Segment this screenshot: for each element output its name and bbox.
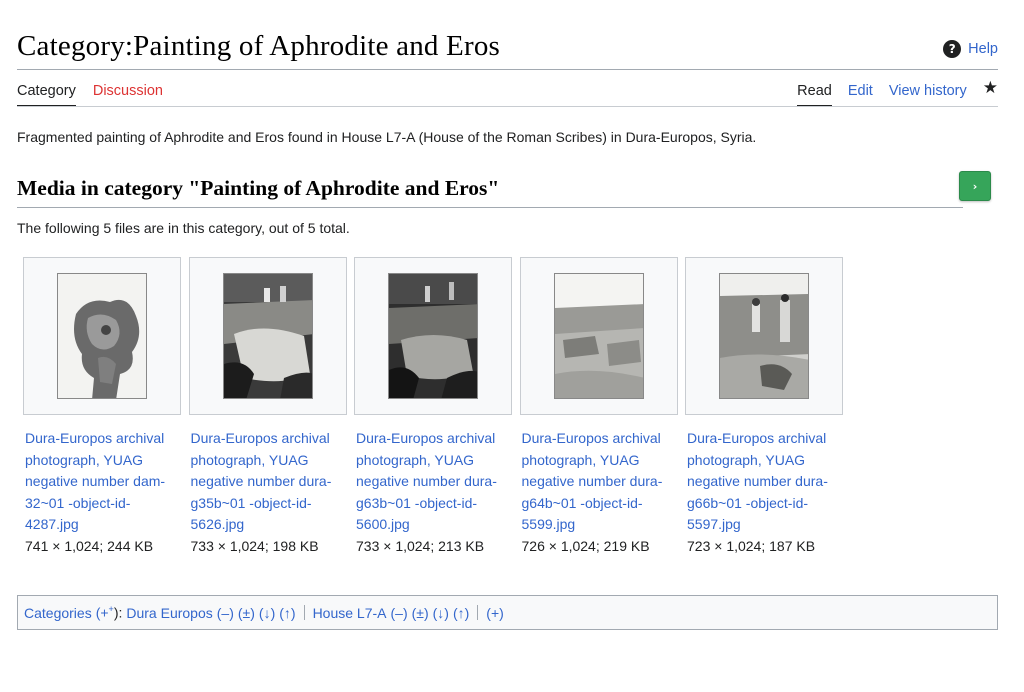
add-category-close: ):: [113, 604, 123, 621]
category-description: Fragmented painting of Aphrodite and Eros found in House L7-A (House of the Roman Scribes) in Dura-Europos, Syria.: [17, 129, 757, 145]
chevron-right-icon: ›: [972, 179, 978, 193]
title-divider: [17, 69, 998, 70]
category-separator: [477, 605, 478, 620]
file-name-line: negative number dura-: [521, 473, 663, 489]
file-name-line: photograph, YUAG: [25, 451, 144, 468]
gallery-item: [23, 257, 181, 557]
modify-category-control[interactable]: (±): [411, 604, 429, 621]
file-name-line: Dura-Europos archival: [356, 430, 496, 446]
thumbnail-frame[interactable]: [23, 257, 181, 415]
help-label[interactable]: Help: [968, 41, 998, 57]
tab-category[interactable]: Category: [17, 83, 76, 107]
next-page-button[interactable]: [959, 171, 991, 201]
file-name-line: g35b~01 -object-id-: [190, 494, 312, 511]
question-circle-icon: ?: [943, 40, 961, 58]
category-separator: [304, 605, 305, 620]
view-tabs: [797, 80, 998, 107]
thumbnail-image[interactable]: [719, 273, 809, 399]
file-name-line: 4287.jpg: [25, 516, 79, 532]
tab-discussion[interactable]: Discussion: [92, 83, 163, 99]
file-meta: 723 × 1,024; 187 KB: [687, 537, 816, 554]
tab-read[interactable]: Read: [797, 80, 832, 107]
file-meta: 733 × 1,024; 198 KB: [190, 537, 319, 554]
thumbnail-frame[interactable]: [520, 257, 678, 415]
move-up-control[interactable]: (↑): [452, 604, 470, 621]
remove-category-control[interactable]: (–): [216, 604, 234, 621]
thumbnail-image[interactable]: [223, 273, 313, 399]
file-name-line: g63b~01 -object-id-: [356, 494, 478, 511]
file-name-line: 5599.jpg: [521, 516, 576, 532]
file-name-line: negative number dura-: [356, 473, 497, 489]
file-name-line: 5600.jpg: [356, 516, 410, 532]
remove-category-control[interactable]: (–): [390, 604, 408, 621]
tabs-divider: [17, 106, 998, 107]
file-name-line: photograph, YUAG: [521, 451, 640, 468]
thumbnail-image[interactable]: [388, 273, 478, 399]
gallery-item: [685, 257, 843, 557]
help-link[interactable]: [943, 40, 998, 58]
namespace-tabs: [17, 83, 163, 107]
move-down-control[interactable]: (↓): [258, 604, 276, 621]
file-meta: 741 × 1,024; 244 KB: [25, 537, 154, 554]
file-name-line: Dura-Europos archival: [190, 430, 330, 446]
thumbnail-image[interactable]: [554, 273, 644, 399]
categories-link[interactable]: Categories: [24, 604, 92, 621]
category-links-box: [17, 595, 998, 630]
file-link[interactable]: [191, 428, 347, 536]
add-category-link[interactable]: [96, 604, 123, 621]
file-name-line: negative number dura-: [687, 473, 828, 489]
gallery-item: [354, 257, 512, 557]
gallery-item: [189, 257, 347, 557]
thumbnail-frame[interactable]: [685, 257, 843, 415]
file-gallery: [23, 257, 843, 557]
add-category-sup: +: [108, 604, 114, 615]
move-down-control[interactable]: (↓): [432, 604, 449, 621]
page-title: Category:Painting of Aphrodite and Eros: [17, 30, 501, 62]
file-meta: 726 × 1,024; 219 KB: [521, 537, 650, 554]
file-name-line: 5626.jpg: [190, 516, 245, 532]
file-link[interactable]: [687, 428, 843, 536]
section-divider: [17, 207, 963, 208]
tab-edit[interactable]: Edit: [847, 83, 873, 99]
star-icon[interactable]: ★: [982, 78, 998, 98]
file-link[interactable]: [356, 428, 512, 536]
file-meta: 733 × 1,024; 213 KB: [356, 537, 485, 554]
file-name-line: photograph, YUAG: [190, 451, 309, 468]
thumbnail-frame[interactable]: [354, 257, 512, 415]
modify-category-control[interactable]: (±): [237, 604, 255, 621]
file-name-line: g64b~01 -object-id-: [521, 494, 643, 511]
category-house-l7a[interactable]: House L7-A: [312, 604, 387, 621]
thumbnail-frame[interactable]: [189, 257, 347, 415]
file-link[interactable]: [522, 428, 678, 536]
add-category-open: (+: [95, 604, 109, 621]
file-name-line: Dura-Europos archival: [687, 430, 827, 446]
file-name-line: 32~01 -object-id-: [25, 494, 131, 511]
tab-view-history[interactable]: View history: [888, 83, 967, 99]
file-name-line: Dura-Europos archival: [521, 430, 661, 446]
file-name-line: negative number dam-: [25, 473, 166, 489]
thumbnail-image[interactable]: [57, 273, 147, 399]
add-category-button[interactable]: (+): [486, 604, 504, 621]
move-up-control[interactable]: (↑): [279, 604, 296, 621]
file-name-line: photograph, YUAG: [356, 451, 475, 468]
file-link[interactable]: [25, 428, 181, 536]
file-name-line: photograph, YUAG: [687, 451, 806, 468]
file-name-line: Dura-Europos archival: [25, 430, 165, 446]
file-name-line: negative number dura-: [190, 473, 332, 489]
media-section-heading: Media in category "Painting of Aphrodite and Eros": [17, 176, 500, 200]
file-name-line: 5597.jpg: [687, 516, 741, 532]
category-dura-europos[interactable]: Dura Europos: [126, 604, 213, 621]
gallery-item: [520, 257, 678, 557]
file-count-text: The following 5 files are in this category, out of 5 total.: [17, 220, 350, 236]
file-name-line: g66b~01 -object-id-: [687, 494, 809, 511]
